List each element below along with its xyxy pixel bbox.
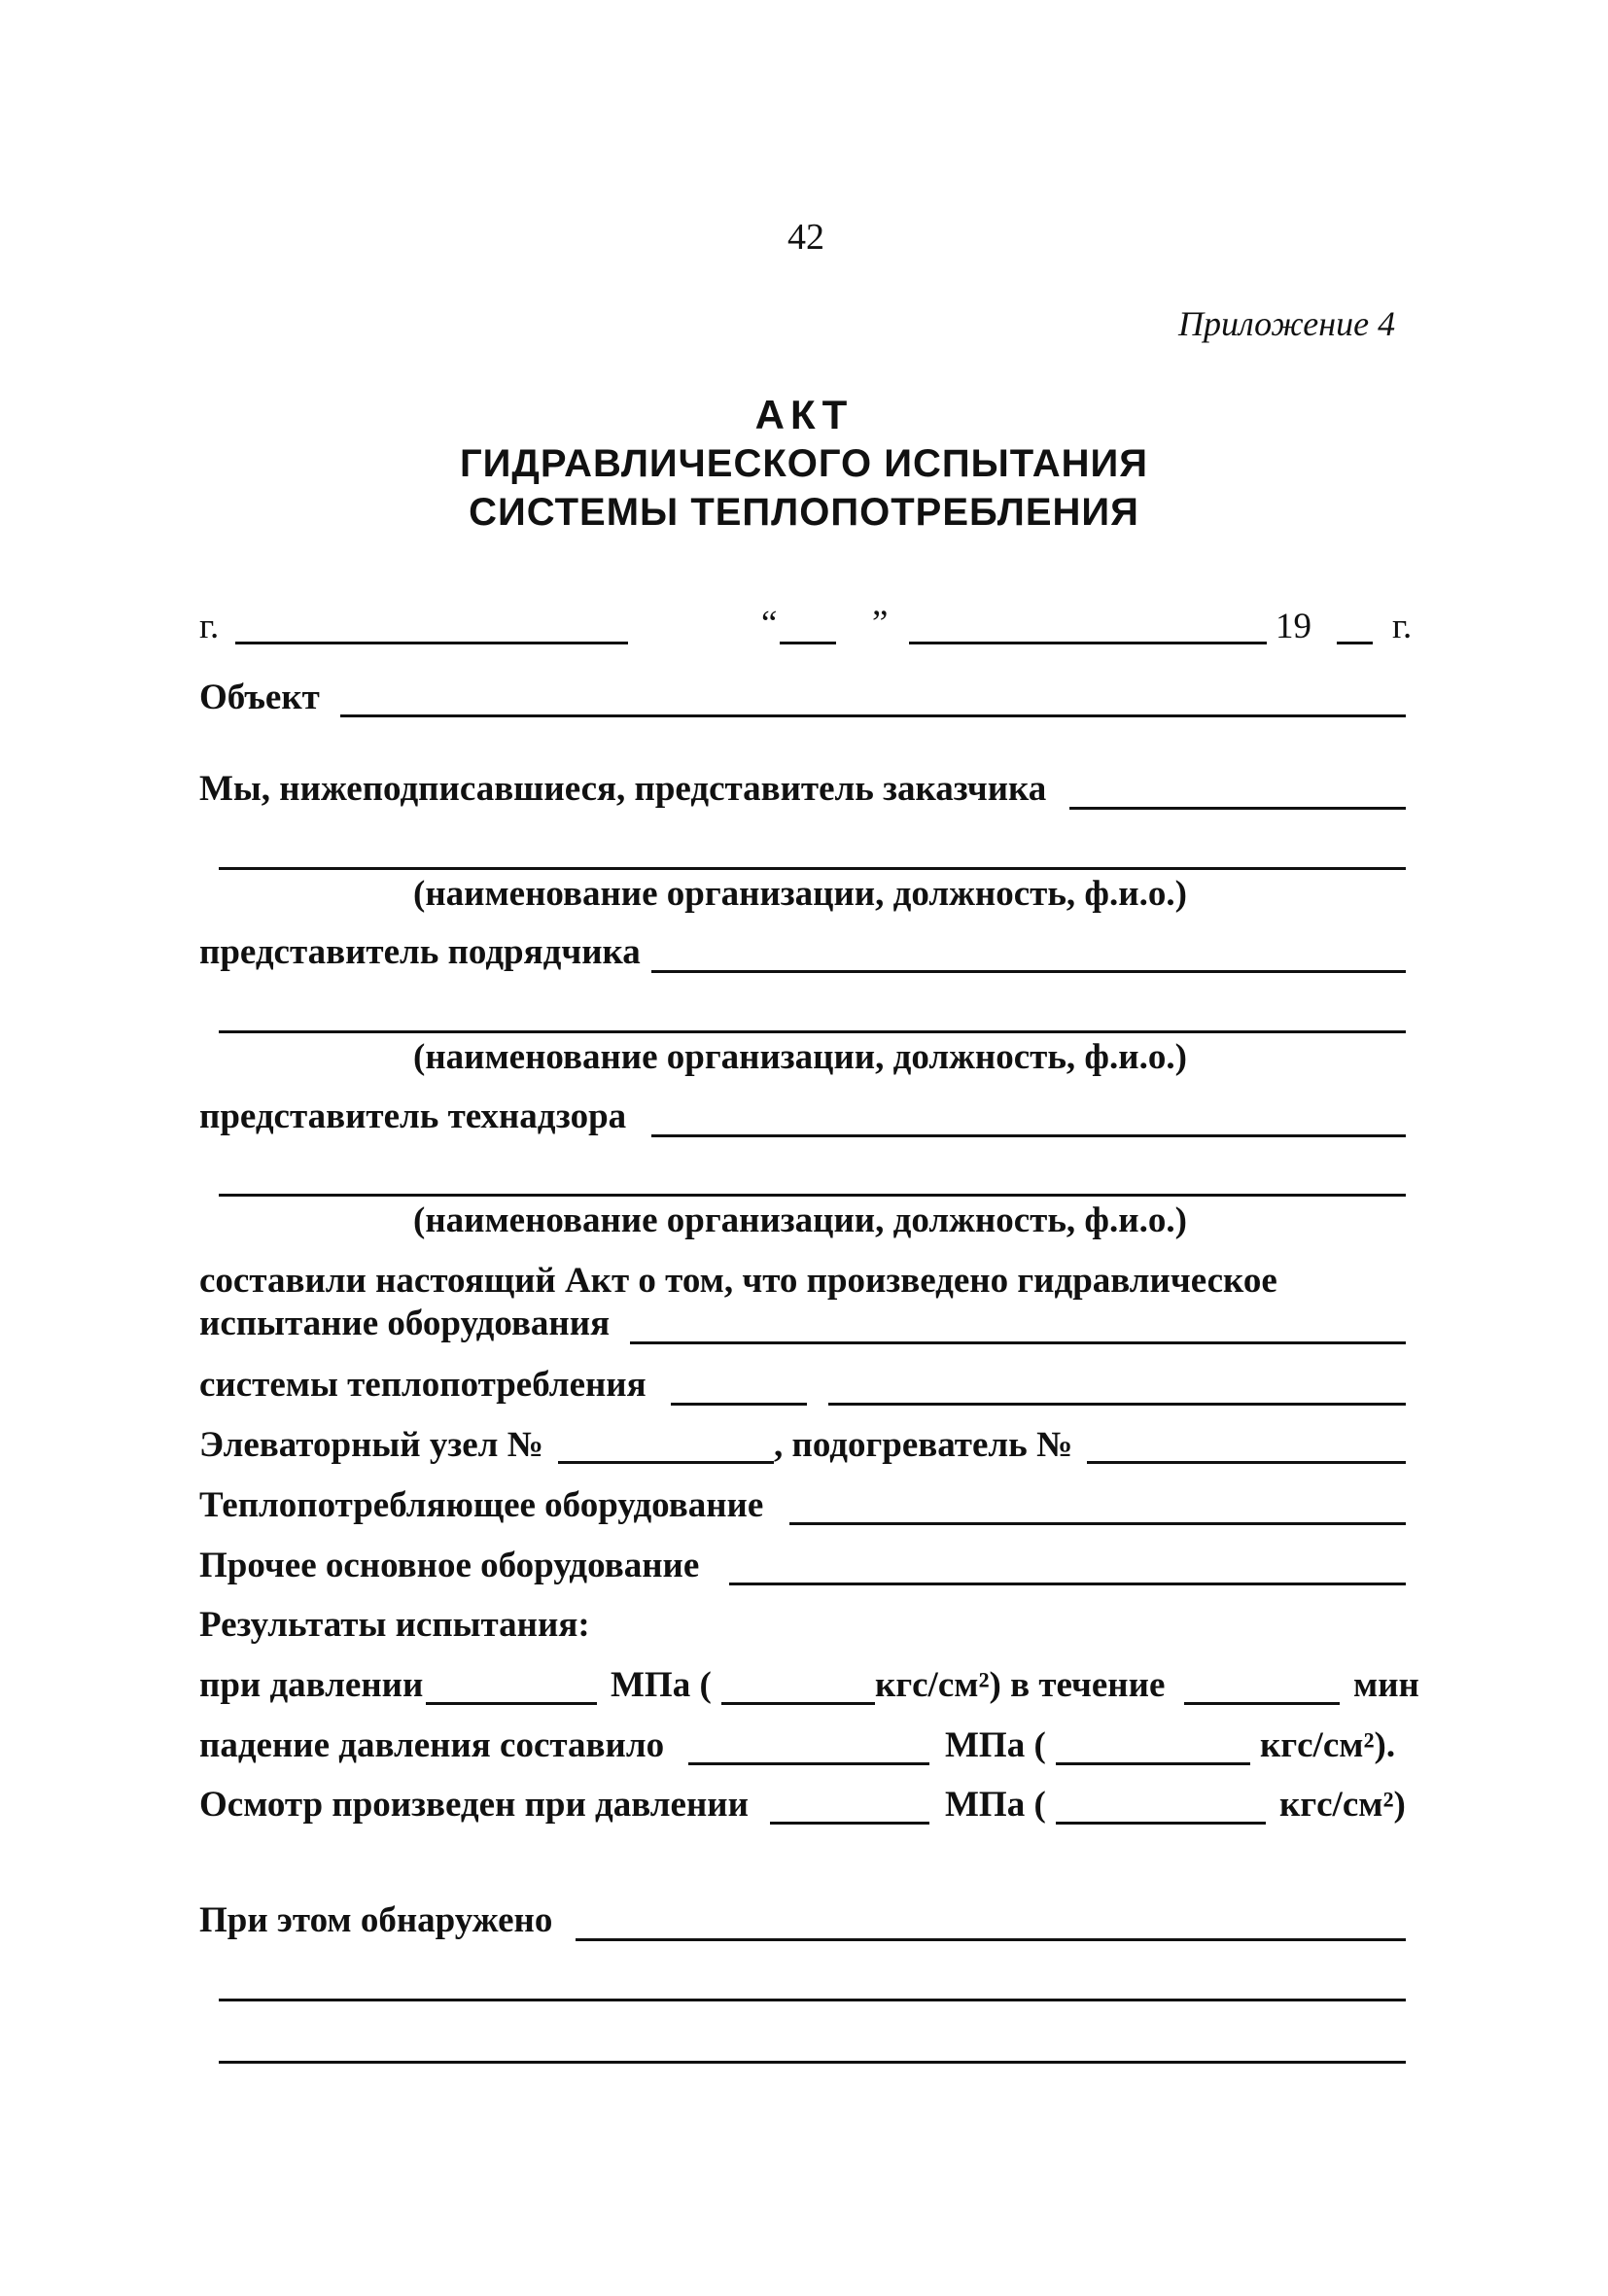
- min-unit: мин: [1353, 1665, 1419, 1705]
- document-title: АКТ: [754, 392, 854, 437]
- consuming-equipment-field[interactable]: [789, 1522, 1406, 1525]
- customer-caption: (наименование организации, должность, ф.и.о.): [413, 874, 1187, 914]
- mpa-unit-3: МПа (: [945, 1785, 1046, 1825]
- equipment-field[interactable]: [630, 1341, 1406, 1344]
- heater-field[interactable]: [1087, 1461, 1406, 1464]
- mpa-unit-2: МПа (: [945, 1725, 1046, 1765]
- found-field-2[interactable]: [219, 1999, 1406, 2001]
- consuming-equipment-label: Теплопотребляющее оборудование: [199, 1485, 764, 1525]
- object-label: Объект: [199, 678, 320, 717]
- kgf-unit-2: кгс/см²).: [1260, 1725, 1396, 1765]
- pressure-mpa-field[interactable]: [426, 1702, 597, 1705]
- found-field-3[interactable]: [219, 2061, 1406, 2064]
- customer-field-2[interactable]: [219, 867, 1406, 870]
- customer-label: Мы, нижеподписавшиеся, представитель заказчика: [199, 769, 1047, 809]
- contractor-label: представитель подрядчика: [199, 932, 641, 972]
- system-field-1[interactable]: [671, 1403, 807, 1406]
- contractor-caption: (наименование организации, должность, ф.и.о.): [413, 1037, 1187, 1077]
- quote-open: “: [761, 604, 778, 644]
- drop-label: падение давления составило: [199, 1725, 665, 1765]
- inspection-mpa-field[interactable]: [770, 1822, 929, 1825]
- supervision-field[interactable]: [651, 1134, 1406, 1137]
- duration-field[interactable]: [1184, 1702, 1340, 1705]
- customer-field[interactable]: [1069, 807, 1406, 810]
- compiled-text-1: составили настоящий Акт о том, что произведено гидравлическое: [199, 1261, 1277, 1301]
- drop-kgf-field[interactable]: [1056, 1762, 1250, 1765]
- year-suffix: г.: [1392, 607, 1413, 646]
- kgf-unit-3: кгс/см²): [1279, 1785, 1406, 1825]
- document-subtitle-1: ГИДРАВЛИЧЕСКОГО ИСПЫТАНИЯ: [460, 442, 1148, 485]
- results-label: Результаты испытания:: [199, 1605, 590, 1645]
- supervision-field-2[interactable]: [219, 1194, 1406, 1197]
- inspection-label: Осмотр произведен при давлении: [199, 1785, 749, 1825]
- year-field[interactable]: [1337, 642, 1373, 644]
- compiled-text-2: испытание оборудования: [199, 1304, 611, 1343]
- quote-close: ”: [872, 604, 889, 644]
- document-subtitle-2: СИСТЕМЫ ТЕПЛОПОТРЕБЛЕНИЯ: [469, 491, 1139, 534]
- year-prefix: 19: [1276, 607, 1311, 646]
- kgf-unit-1: кгс/см²) в течение: [875, 1665, 1166, 1705]
- drop-mpa-field[interactable]: [688, 1762, 929, 1765]
- found-label: При этом обнаружено: [199, 1900, 553, 1940]
- city-prefix: г.: [199, 607, 220, 646]
- appendix-label: Приложение 4: [1178, 304, 1396, 343]
- system-label: системы теплопотребления: [199, 1365, 647, 1405]
- elevator-field[interactable]: [558, 1461, 774, 1464]
- inspection-kgf-field[interactable]: [1056, 1822, 1266, 1825]
- month-field[interactable]: [909, 642, 1267, 644]
- contractor-field-2[interactable]: [219, 1030, 1406, 1033]
- page-number: 42: [787, 217, 824, 258]
- other-equipment-label: Прочее основное оборудование: [199, 1546, 700, 1585]
- pressure-kgf-field[interactable]: [721, 1702, 875, 1705]
- found-field-1[interactable]: [576, 1938, 1406, 1941]
- supervision-caption: (наименование организации, должность, ф.и.о.): [413, 1200, 1187, 1240]
- day-field[interactable]: [780, 642, 836, 644]
- contractor-field[interactable]: [651, 970, 1406, 973]
- supervision-label: представитель технадзора: [199, 1096, 627, 1136]
- pressure-label: при давлении: [199, 1665, 424, 1705]
- mpa-unit-1: МПа (: [611, 1665, 712, 1705]
- elevator-label: Элеваторный узел №: [199, 1425, 543, 1465]
- other-equipment-field[interactable]: [729, 1583, 1406, 1585]
- system-field-2[interactable]: [828, 1403, 1406, 1406]
- object-field[interactable]: [340, 714, 1406, 717]
- city-field[interactable]: [235, 642, 628, 644]
- heater-label: , подогреватель №: [774, 1425, 1073, 1465]
